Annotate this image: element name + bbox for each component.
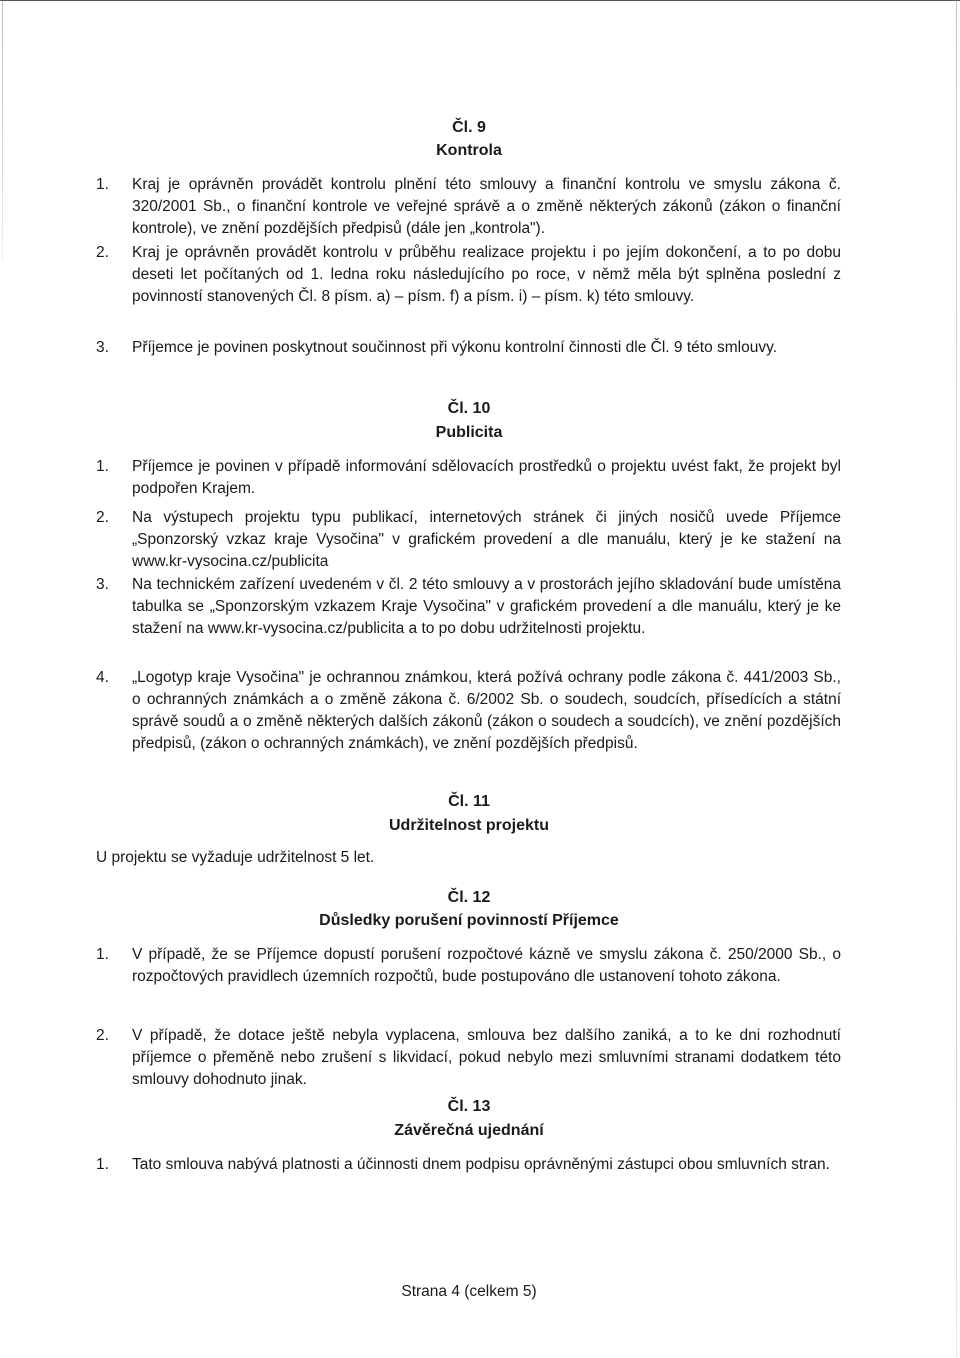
article-number: Čl. 11	[448, 793, 490, 810]
paragraph: U projektu se vyžaduje udržitelnost 5 let.	[96, 849, 375, 866]
item-text: Kraj je oprávněn provádět kontrolu v průběhu realizace projektu i po jejím dokončení, a to po dobu deseti let počítaných od 1. ledna roku následujícího po roce, v němž měla být splněna poslední z povinností stanovených Čl. 8 písm. a) – písm. f) a písm. i) – písm. k) této smlouvy.	[132, 244, 841, 305]
item-text: Tato smlouva nabývá platnosti a účinnosti dnem podpisu oprávněnými zástupci obou smluvních stran.	[132, 1156, 830, 1173]
article-title: Důsledky porušení povinností Příjemce	[319, 912, 619, 929]
item-text: Na výstupech projektu typu publikací, internetových stránek či jiných nosičů uvede Příjemce „Sponzorský vzkaz kraje Vysočina" v grafickém provedení a dle manuálu, který je ke stažení na www.kr-vysocina.cz/publicita	[132, 509, 841, 570]
list-item	[96, 574, 841, 640]
item-text: Příjemce je povinen v případě informování sdělovacích prostředků o projektu uvést fakt, že projekt byl podpořen Krajem.	[132, 458, 841, 497]
article-title: Kontrola	[436, 142, 502, 159]
item-number: 3.	[96, 339, 109, 356]
list-item	[96, 1154, 841, 1176]
list-item	[96, 174, 841, 240]
list-item	[96, 456, 841, 500]
item-text: V případě, že dotace ještě nebyla vyplacena, smlouva bez dalšího zaniká, a to ke dni rozhodnutí příjemce o přeměně nebo zrušení s likvidací, pokud nebylo mezi smluvními stranami dodatkem této smlouvy dohodnuto jinak.	[132, 1027, 841, 1088]
item-number: 3.	[96, 576, 109, 593]
article-title: Udržitelnost projektu	[388, 817, 549, 834]
item-text: Na technickém zařízení uvedeném v čl. 2 této smlouvy a v prostorách jejího skladování bude umístěna tabulka se „Sponzorským vzkazem Kraje Vysočina" v grafickém provedení a dle manuálu, který je ke stažení na www.kr-vysocina.cz/publicita a to po dobu udržitelnosti projektu.	[132, 576, 841, 637]
item-text: „Logotyp kraje Vysočina" je ochrannou známkou, která požívá ochrany podle zákona č. 441/2003 Sb., o ochranných známkách a o změně zákona č. 6/2002 Sb. o soudech, soudcích, přísedících a státní správě soudů a o změně některých dalších zákonů (zákon o soudech a soudcích), ve znění pozdějších předpisů, (zákon o ochranných známkách), ve znění pozdějších předpisů.	[132, 669, 841, 752]
item-number: 1.	[96, 176, 109, 193]
item-number: 2.	[96, 509, 109, 526]
item-number: 1.	[96, 458, 109, 475]
item-text: Kraj je oprávněn provádět kontrolu plnění této smlouvy a finanční kontrolu ve smyslu zákona č. 320/2001 Sb., o finanční kontrole ve veřejné správě a o změně některých zákonů (zákon o finanční kontrole), ve znění pozdějších předpisů (dále jen „kontrola").	[132, 176, 841, 237]
item-number: 2.	[96, 244, 109, 261]
article-number: Čl. 12	[447, 889, 491, 906]
item-text: V případě, že se Příjemce dopustí porušení rozpočtové kázně ve smyslu zákona č. 250/2000 Sb., o rozpočtových pravidlech územních rozpočtů, bude postupováno dle ustanovení tohoto zákona.	[132, 946, 841, 985]
article-number: Čl. 10	[447, 400, 491, 417]
article-number: Čl. 13	[447, 1098, 491, 1115]
article-title: Publicita	[435, 424, 503, 441]
article-number: Čl. 9	[452, 119, 486, 136]
item-text: Příjemce je povinen poskytnout součinnost při výkonu kontrolní činnosti dle Čl. 9 této smlouvy.	[132, 339, 778, 356]
scan-edge-right	[956, 0, 957, 1358]
item-number: 2.	[96, 1027, 109, 1044]
page-footer: Strana 4 (celkem 5)	[401, 1283, 537, 1300]
item-number: 4.	[96, 669, 109, 686]
scan-border-top	[0, 0, 960, 7]
list-item	[96, 242, 841, 308]
item-number: 1.	[96, 1156, 109, 1173]
list-item	[96, 337, 841, 359]
article-title: Závěrečná ujednání	[394, 1122, 544, 1139]
list-item	[96, 507, 841, 573]
list-item	[96, 944, 841, 988]
list-item	[96, 667, 841, 755]
list-item	[96, 1025, 841, 1091]
item-number: 1.	[96, 946, 109, 963]
